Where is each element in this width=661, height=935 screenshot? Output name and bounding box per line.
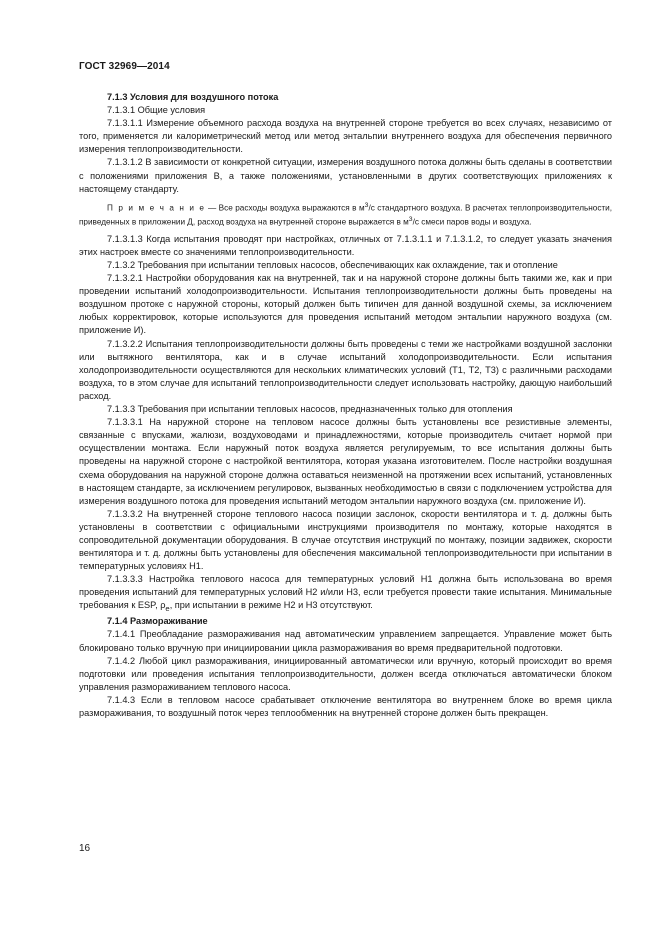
page-number: 16 [79,843,91,854]
paragraph-7-1-3-3-2: 7.1.3.3.2 На внутренней стороне теплового насоса позиции заслонок, скорости вентилятора и т. д. должны быть установлены в соответствии с официальными инструкциями производителя по монтажу, которые находятся в сопроводительной документации оборудования. В случае отсутствия инструкций по монтажу, позиции задвижек, скорости вентилятора и т. д. должны быть установлены для обеспечения максимальной теплопроизводительности при испытании в температурных условиях Н1. [79,508,612,572]
note-text-before: — Все расходы воздуха выражаются в м [205,203,365,213]
paragraph-7-1-3-1-3: 7.1.3.1.3 Когда испытания проводят при настройках, отличных от 7.1.3.1.1 и 7.1.3.1.2, то следует указать значения этих настроек вместе со значениями теплопроизводительности. [79,233,612,257]
note-superscript-2: 3 [408,216,413,224]
paragraph-7-1-4-1: 7.1.4.1 Преобладание размораживания над автоматическим управлением запрещается. Управление может быть блокировано только вручную при инициировании цикла размораживания во время предварительной подготовки. [79,629,612,653]
document-body [79,91,612,720]
paragraph-7-1-3-1-1: 7.1.3.1.1 Измерение объемного расхода воздуха на внутренней стороне требуется во всех случаях, независимо от того, применяется ли калориметрический метод или метод энтальпии внутреннего воздуха для обеспечения первичного измерения теплопроизводительности. [79,118,612,155]
paragraph-7-1-3-3-3-text-after: , при испытании в режиме Н2 и Н3 отсутствуют. [169,600,373,611]
note-label: П р и м е ч а н и е [107,203,206,213]
paragraph-7-1-3-2: 7.1.3.2 Требования при испытании тепловых насосов, обеспечивающих как охлаждение, так и отопление [107,260,558,270]
paragraph-7-1-3-3-3-subscript: e [165,604,170,614]
paragraph-7-1-3-2-2: 7.1.3.2.2 Испытания теплопроизводительности должны быть проведены с теми же настройками воздушной заслонки или вытяжного вентилятора, как и в случае испытаний холодопроизводительности. Если испытания холодопроизводительности осуществляются для нескольких климатических условий (Т1, Т2, Т3) с различными расходами воздуха, то в этом случае для испытаний теплопроизводительности следует использовать настройку, дающую наибольший расход. [79,338,612,401]
note-superscript-1: 3 [364,201,369,209]
paragraph-7-1-4-3: 7.1.4.3 Если в тепловом насосе срабатывает отключение вентилятора во внутреннем блоке во время цикла размораживания, то воздушный поток через теплообменник на внутренней стороне должен быть прекращен. [79,694,612,719]
paragraph-7-1-3-1: 7.1.3.1 Общие условия [107,105,206,116]
document-code-header: ГОСТ 32969—2014 [79,61,170,72]
section-heading-7-1-3: 7.1.3 Условия для воздушного потока [107,92,279,102]
paragraph-7-1-3-3-1: 7.1.3.3.1 На наружной стороне на тепловом насосе должны быть установлены все резистивные элементы, связанные с впусками, жалюзи, воздуховодами и принадлежностями, которые производитель считает нормой при осуществлении монтажа. Если наружный поток воздуха является регулируемым, то все испытания должны быть проведены на наружной стороне с настройкой вентилятора, которая указана изготовителем. После настройки воздушная схема оборудования на наружной стороне должна оставаться неизменной на протяжении всех испытаний, установленных в настоящем стандарте, за исключением регулировок, вызванных необходимостью в связи с подключением устройства для измерения воздушного потока для проведения испытаний методом энтальпии наружного воздуха (см. приложение И). [79,417,612,506]
paragraph-7-1-3-2-1: 7.1.3.2.1 Настройки оборудования как на внутренней, так и на наружной стороне должны быть такими же, как и при проведении испытаний холодопроизводительности. Испытания теплопроизводительности должны быть проведены на воздушном протоке с наружной стороны, который должен быть типичен для данной воздушной схемы, за исключением любых корректировок, которые используются для проведения испытаний методом энтальпии наружного воздуха (см. приложение И). [79,273,612,336]
section-heading-7-1-4: 7.1.4 Размораживание [107,616,208,627]
note-paragraph [79,200,612,229]
paragraph-7-1-4-2: 7.1.4.2 Любой цикл размораживания, инициированный автоматически или вручную, который происходит во время подготовки или проведения испытания теплопроизводительности, должен всегда отключаться автоматически блоком управления размораживанием теплового насоса. [79,655,612,692]
paragraph-7-1-3-1-2: 7.1.3.1.2 В зависимости от конкретной ситуации, измерения воздушного потока должны быть сделаны в соответствии с положениями приложения В, а также положениями, установленными в других соответствующих приложениях к настоящему стандарту. [79,157,612,194]
paragraph-7-1-3-3-3-text: 7.1.3.3.3 Настройка теплового насоса для температурных условий Н1 должна быть использована во время проведения испытаний для температурных условий Н2 и/или Н3, если требуется провести такие испытания. Минимальные требования к ESP, ρ [79,574,612,611]
note-text-after: /с смеси паров воды и воздуха. [412,218,532,228]
paragraph-7-1-3-3: 7.1.3.3 Требования при испытании тепловых насосов, предназначенных только для отопления [107,404,513,415]
paragraph-7-1-3-3-3 [79,573,612,615]
note-text-middle: /с стандартного воздуха. В расчетах теплопроизводительности, приведенных в приложении Д, расход воздуха на внутренней стороне выражается в м [79,203,613,228]
